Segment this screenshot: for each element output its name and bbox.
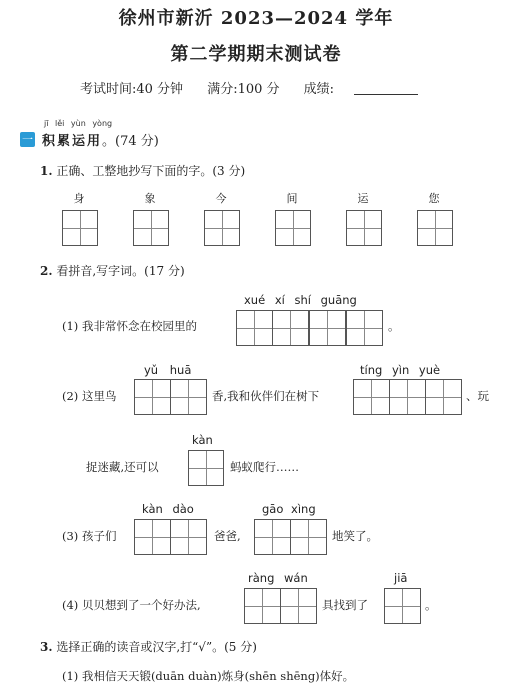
full-score: 满分:100 分 bbox=[207, 82, 280, 97]
q2-2-pinyin-b: tíng yìn yuè bbox=[360, 363, 441, 377]
question-2 bbox=[40, 262, 185, 279]
score-label: 成绩: bbox=[303, 82, 335, 97]
q2-4-box-2[interactable] bbox=[280, 588, 317, 624]
q2-4-pinyin-b: jiā bbox=[394, 571, 408, 585]
section-number-badge: 一 bbox=[22, 133, 33, 146]
q2-4-pinyin-a: ràng wán bbox=[248, 571, 308, 585]
q2-4-text-before: (4) 贝贝想到了一个好办法, bbox=[62, 598, 201, 612]
q2-1-box-1[interactable] bbox=[236, 310, 273, 346]
q2-3-pinyin-b: gāo xìng bbox=[262, 502, 316, 516]
q2-1-box-3[interactable] bbox=[309, 310, 346, 346]
writing-box-3[interactable] bbox=[204, 210, 240, 246]
q2-4-box-1[interactable] bbox=[244, 588, 281, 624]
section-pinyin: jī lěi yùn yòng bbox=[44, 119, 113, 128]
page-title: 徐州市新沂 2023—2024 学年 bbox=[118, 8, 394, 29]
char-label-3: 今 bbox=[215, 192, 227, 205]
q2-4-text-after: 。 bbox=[425, 598, 437, 612]
q2-1-pinyin: xué xí shí guāng bbox=[244, 293, 357, 307]
q2-3-box-4[interactable] bbox=[290, 519, 327, 555]
question-3-number: 3. bbox=[40, 640, 53, 654]
q2-2-text-before: (2) 这里鸟 bbox=[62, 389, 117, 403]
q2-1-box-4[interactable] bbox=[346, 310, 383, 346]
q2-3-text-after: 地笑了。 bbox=[332, 529, 378, 543]
question-1 bbox=[40, 162, 245, 179]
question-1-number: 1. bbox=[40, 164, 53, 178]
section-title bbox=[42, 130, 159, 149]
writing-box-2[interactable] bbox=[133, 210, 169, 246]
exam-time: 考试时间:40 分钟 bbox=[80, 82, 184, 97]
q2-3-box-1[interactable] bbox=[134, 519, 171, 555]
q2-3-text-before: (3) 孩子们 bbox=[62, 529, 117, 543]
q2-2-box-6[interactable] bbox=[188, 450, 224, 486]
question-3 bbox=[40, 638, 257, 655]
char-label-5: 运 bbox=[357, 192, 369, 205]
q2-2-pinyin-c: kàn bbox=[192, 433, 213, 447]
question-2-text: 看拼音,写字词。(17 分) bbox=[56, 264, 185, 278]
q2-3-pinyin-a: kàn dào bbox=[142, 502, 194, 516]
char-label-1: 身 bbox=[73, 192, 85, 205]
q2-2-box-5[interactable] bbox=[425, 379, 462, 415]
writing-box-6[interactable] bbox=[417, 210, 453, 246]
q2-1-text-after: 。 bbox=[388, 319, 400, 333]
q2-2-box-4[interactable] bbox=[389, 379, 426, 415]
q2-2-box-2[interactable] bbox=[170, 379, 207, 415]
q2-2-text-middle: 香,我和伙伴们在树下 bbox=[212, 389, 320, 403]
q2-3-box-3[interactable] bbox=[254, 519, 291, 555]
page-subtitle: 第二学期期末测试卷 bbox=[170, 44, 342, 65]
q2-2-box-1[interactable] bbox=[134, 379, 171, 415]
question-1-text: 正确、工整地抄写下面的字。(3 分) bbox=[56, 164, 246, 178]
char-label-6: 您 bbox=[428, 192, 440, 205]
q2-2-box-3[interactable] bbox=[353, 379, 390, 415]
writing-box-4[interactable] bbox=[275, 210, 311, 246]
writing-box-5[interactable] bbox=[346, 210, 382, 246]
q3-1-text: (1) 我相信天天锻(duān duàn)炼身(shēn shēng)体好。 bbox=[62, 669, 355, 683]
exam-info bbox=[80, 78, 438, 97]
q2-1-text-before: (1) 我非常怀念在校园里的 bbox=[62, 319, 197, 333]
char-label-2: 象 bbox=[144, 192, 156, 205]
q2-4-text-middle: 具找到了 bbox=[322, 598, 368, 612]
q2-1-box-2[interactable] bbox=[272, 310, 309, 346]
char-label-4: 间 bbox=[286, 192, 298, 205]
score-blank[interactable] bbox=[354, 82, 418, 95]
q2-2-line2-before: 捉迷藏,还可以 bbox=[86, 460, 159, 474]
q2-2-line2-after: 蚂蚁爬行…… bbox=[230, 460, 299, 474]
question-3-text: 选择正确的读音或汉字,打“√”。(5 分) bbox=[56, 640, 257, 654]
q2-3-text-middle: 爸爸, bbox=[214, 529, 241, 543]
q2-2-text-after: 、玩 bbox=[466, 389, 489, 403]
q2-2-pinyin-a: yǔ huā bbox=[144, 363, 192, 377]
section-score: 。(74 分) bbox=[102, 134, 159, 149]
q2-4-box-3[interactable] bbox=[384, 588, 421, 624]
writing-box-1[interactable] bbox=[62, 210, 98, 246]
question-2-number: 2. bbox=[40, 264, 53, 278]
section-title-text: 积累运用 bbox=[42, 134, 103, 149]
q2-3-box-2[interactable] bbox=[170, 519, 207, 555]
